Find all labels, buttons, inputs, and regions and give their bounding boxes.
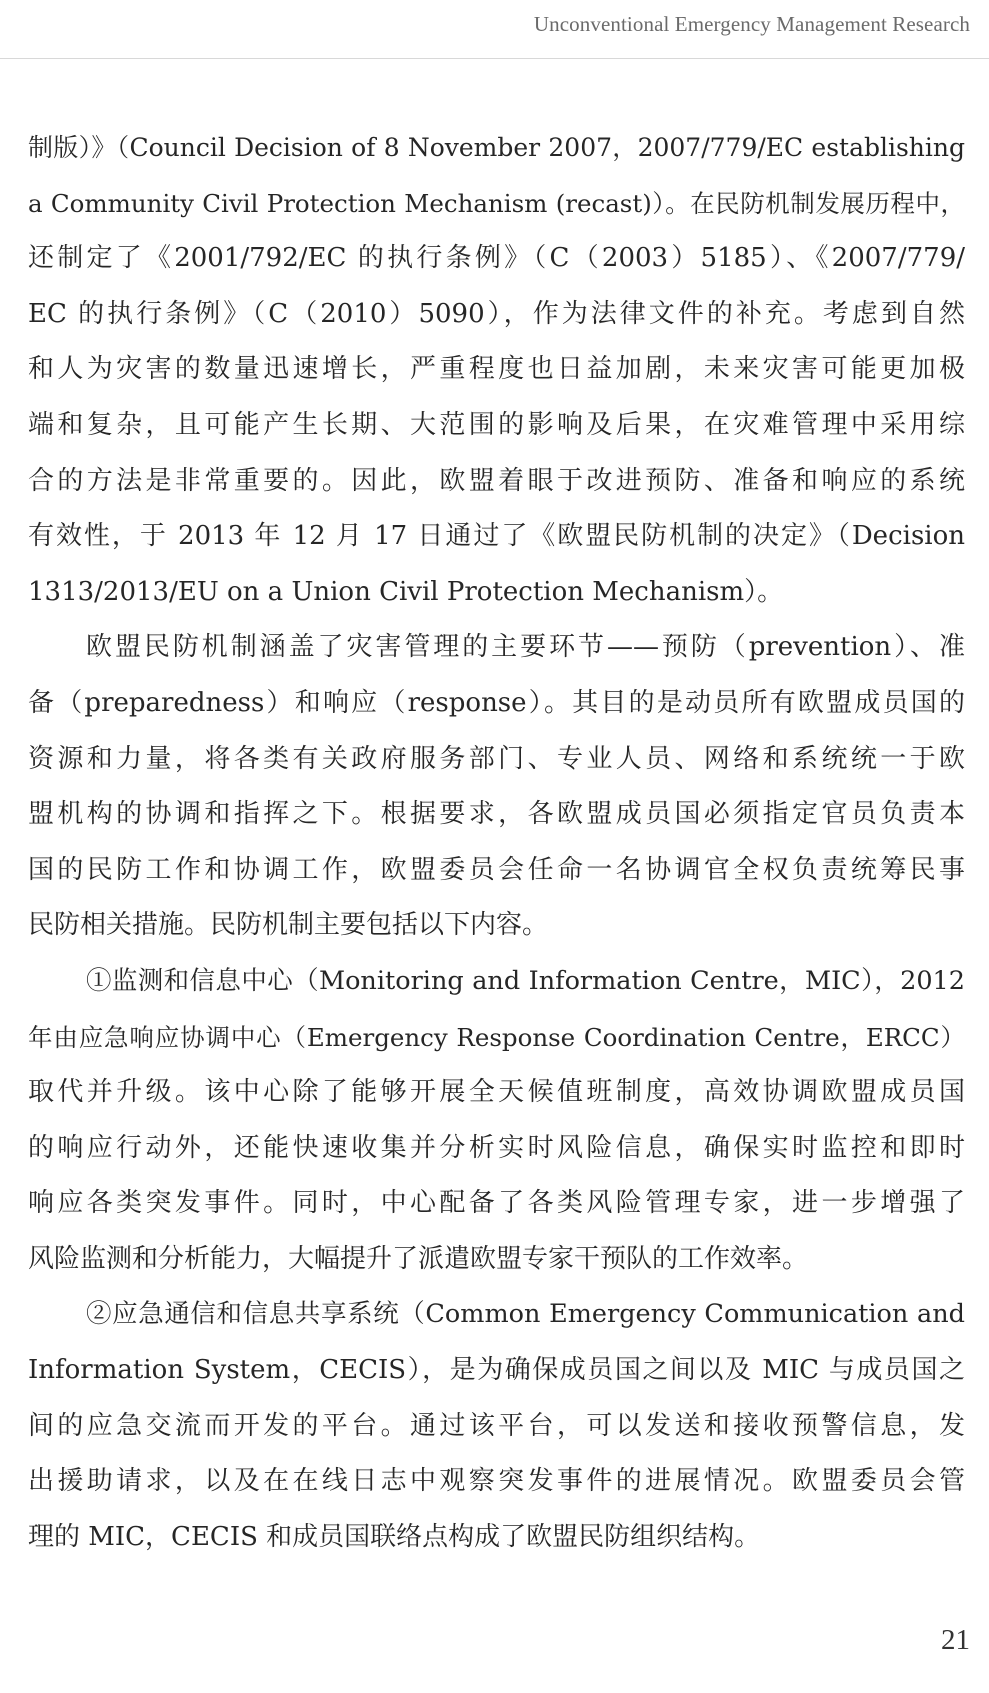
text-line: 盟机构的协调和指挥之下。根据要求，各欧盟成员国必须指定官员负责本 bbox=[28, 799, 965, 830]
text-line: 风险监测和分析能力，大幅提升了派遣欧盟专家干预队的工作效率。 bbox=[28, 1243, 809, 1274]
text-line: 制版）》（Council Decision of 8 November 2007，2007/779/EC establishing bbox=[28, 133, 965, 162]
text-line: 响应各类突发事件。同时，中心配备了各类风险管理专家，进一步增强了 bbox=[28, 1188, 965, 1219]
text-line: 资源和力量，将各类有关政府服务部门、专业人员、网络和系统统一于欧 bbox=[28, 743, 965, 774]
text-line: 民防相关措施。民防机制主要包括以下内容。 bbox=[28, 910, 549, 941]
text-line: 间的应急交流而开发的平台。通过该平台，可以发送和接收预警信息，发 bbox=[28, 1410, 965, 1441]
text-line: 理的 MIC，CECIS 和成员国联络点构成了欧盟民防组织结构。 bbox=[28, 1521, 761, 1552]
paragraph-first-line: ①监测和信息中心（Monitoring and Information Centre，MIC），2012 bbox=[86, 965, 965, 996]
text-line: a Community Civil Protection Mechanism (recast)）。在民防机制发展历程中， bbox=[28, 188, 965, 218]
text-line: 合的方法是非常重要的。因此，欧盟着眼于改进预防、准备和响应的系统 bbox=[28, 465, 965, 496]
text-line: 有效性，于 2013 年 12 月 17 日通过了《欧盟民防机制的决定》（Decision bbox=[28, 521, 965, 552]
text-line: 取代并升级。该中心除了能够开展全天候值班制度，高效协调欧盟成员国 bbox=[28, 1077, 965, 1108]
paragraph-first-line: ②应急通信和信息共享系统（Common Emergency Communication and bbox=[86, 1299, 965, 1330]
header-divider bbox=[0, 58, 989, 59]
text-line: 出援助请求，以及在在线日志中观察突发事件的进展情况。欧盟委员会管 bbox=[28, 1466, 965, 1497]
text-line: 的响应行动外，还能快速收集并分析实时风险信息，确保实时监控和即时 bbox=[28, 1132, 965, 1163]
text-line: Information System，CECIS），是为确保成员国之间以及 MIC 与成员国之 bbox=[28, 1355, 965, 1386]
text-line: 和人为灾害的数量迅速增长，严重程度也日益加剧，未来灾害可能更加极 bbox=[28, 354, 965, 385]
text-line: EC 的执行条例》（C（2010）5090），作为法律文件的补充。考虑到自然 bbox=[28, 298, 965, 329]
page-number: 21 bbox=[941, 1624, 970, 1656]
running-header: Unconventional Emergency Management Research bbox=[533, 12, 970, 36]
text-line: 年由应急响应协调中心（Emergency Response Coordination Centre，ERCC） bbox=[28, 1022, 965, 1052]
text-line: 1313/2013/EU on a Union Civil Protection Mechanism）。 bbox=[28, 576, 784, 607]
text-line: 备（preparedness）和响应（response）。其目的是动员所有欧盟成员国的 bbox=[28, 687, 965, 718]
text-line: 端和复杂，且可能产生长期、大范围的影响及后果，在灾难管理中采用综 bbox=[28, 409, 965, 440]
text-line: 国的民防工作和协调工作，欧盟委员会任命一名协调官全权负责统筹民事 bbox=[28, 854, 965, 885]
text-line: 还制定了《2001/792/EC 的执行条例》（C（2003）5185）、《2007/779/ bbox=[28, 243, 965, 274]
body-text bbox=[28, 120, 965, 1565]
paragraph-first-line: 欧盟民防机制涵盖了灾害管理的主要环节——预防（prevention）、准 bbox=[86, 632, 965, 663]
